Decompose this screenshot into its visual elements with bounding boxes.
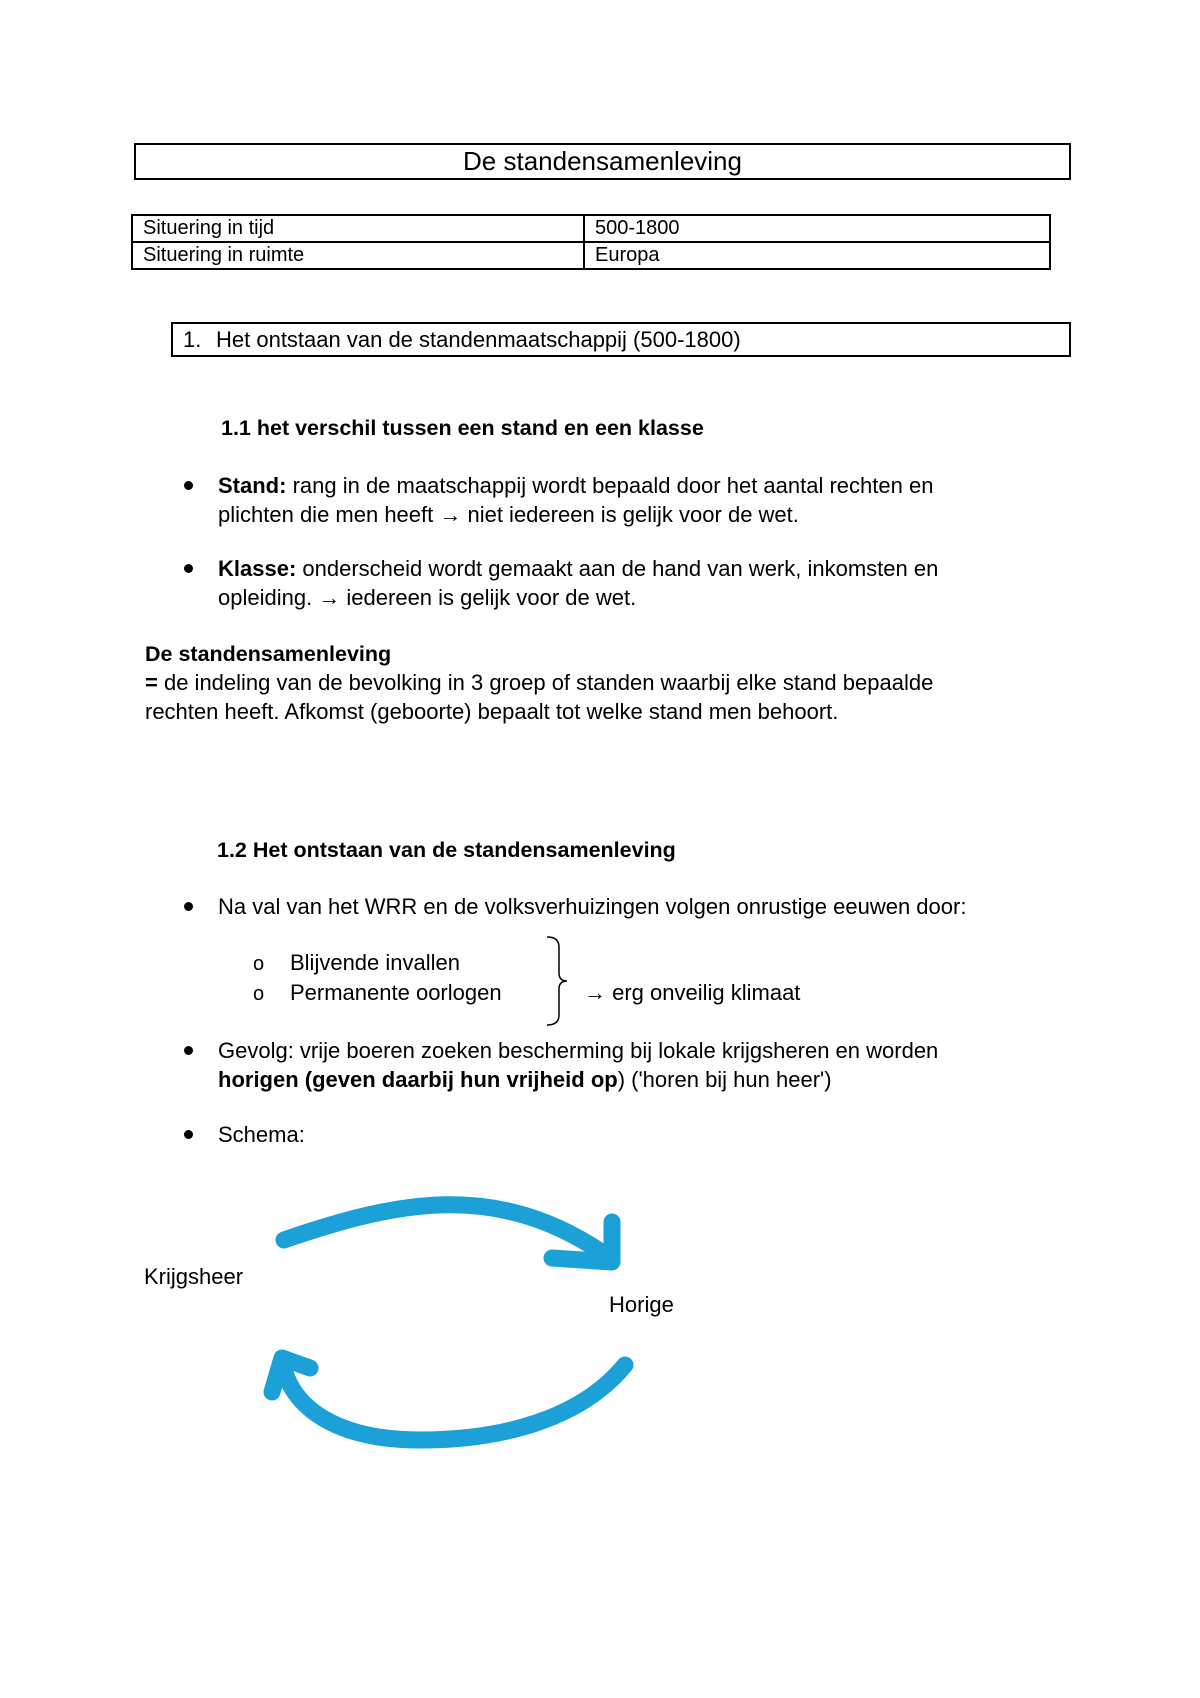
gevolg-rest: ) ('horen bij hun heer')	[617, 1067, 832, 1092]
sub-item: Permanente oorlogen	[290, 980, 502, 1005]
stand-term: Stand:	[218, 473, 287, 498]
subsection-heading-1-2: 1.2 Het ontstaan van de standensamenleving	[217, 838, 676, 862]
equals-sign: =	[145, 670, 158, 695]
gevolg-line1: Gevolg: vrije boeren zoeken bescherming bij lokale krijgsheren en worden	[218, 1038, 939, 1063]
table-cell-value: Europa	[584, 242, 1050, 269]
klasse-line1: onderscheid wordt gemaakt aan de hand van werk, inkomsten en	[296, 556, 939, 581]
table-cell-label: Situering in ruimte	[132, 242, 584, 269]
section-number: 1.	[183, 327, 202, 352]
brace-note: → erg onveilig klimaat	[584, 980, 801, 1005]
stand-line2: plichten die men heeft → niet iedereen is gelijk voor de wet.	[218, 502, 799, 527]
diagram-label-krijgsheer: Krijgsheer	[144, 1264, 244, 1289]
definition-heading: De standensamenleving	[145, 642, 392, 666]
klasse-term: Klasse:	[218, 556, 297, 581]
sub-bullet-marker: o	[253, 983, 265, 1005]
bullet-text-volksverhuizingen: Na val van het WRR en de volksverhuizingen volgen onrustige eeuwen door:	[218, 894, 967, 919]
schema-label: Schema:	[218, 1122, 305, 1147]
page-title: De standensamenleving	[134, 143, 1071, 180]
section-title: Het ontstaan van de standenmaatschappij (500-1800)	[216, 327, 741, 352]
table-cell-value: 500-1800	[584, 215, 1050, 242]
definition-line2: rechten heeft. Afkomst (geboorte) bepaalt tot welke stand men behoort.	[145, 699, 839, 724]
subsection-heading-1-1: 1.1 het verschil tussen een stand en een klasse	[221, 416, 704, 440]
sub-bullet-marker: o	[253, 953, 265, 975]
arrow-bottom-curve	[282, 1360, 625, 1440]
sub-item: Blijvende invallen	[290, 950, 460, 975]
klasse-line2: opleiding. → iedereen is gelijk voor de wet.	[218, 585, 637, 610]
arrow-top-curve	[284, 1205, 610, 1258]
table-cell-label: Situering in tijd	[132, 215, 584, 242]
diagram-label-horige: Horige	[609, 1292, 674, 1317]
definition-line1: de indeling van de bevolking in 3 groep of standen waarbij elke stand bepaalde	[157, 670, 934, 695]
stand-line1: rang in de maatschappij wordt bepaald door het aantal rechten en	[286, 473, 934, 498]
gevolg-bold: horigen (geven daarbij hun vrijheid op	[218, 1067, 618, 1092]
